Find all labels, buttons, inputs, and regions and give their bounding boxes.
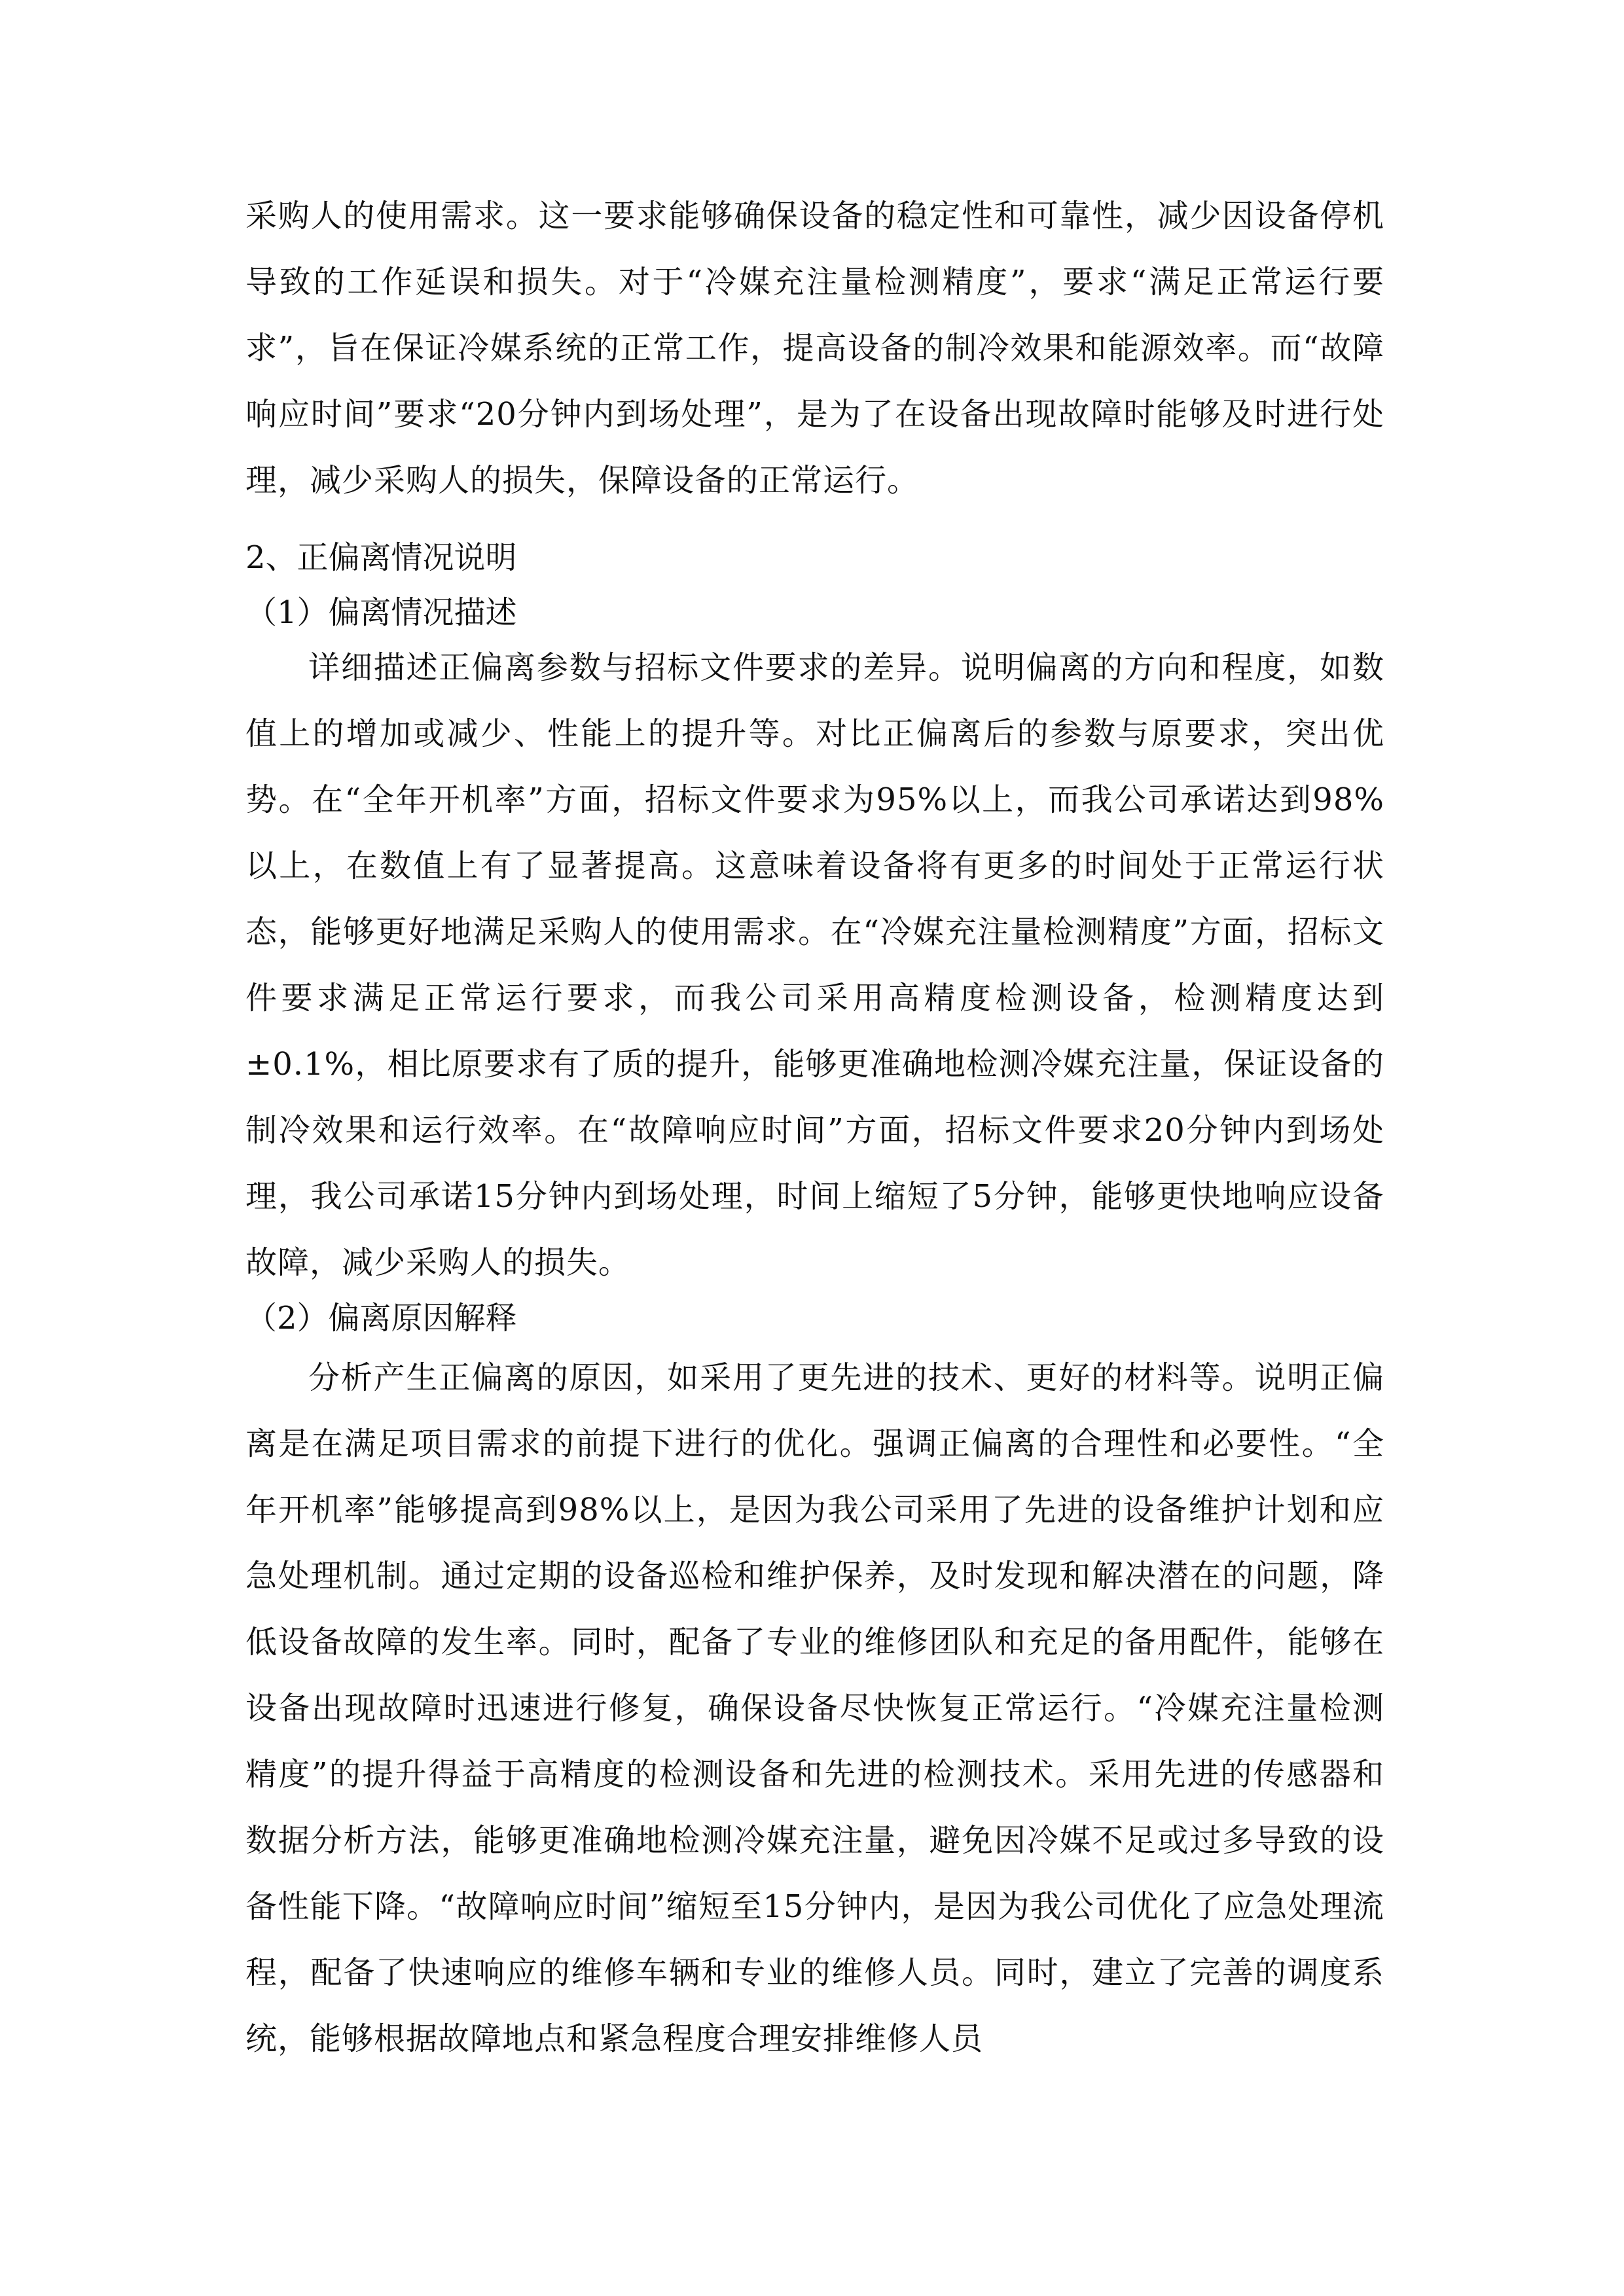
paragraph-text: 分析产生正偏离的原因，如采用了更先进的技术、更好的材料等。说明正偏离是在满足项目需求的前提下进行的优化。强调正偏离的合理性和必要性。“全年开机率”能够提高到98%以上，是因为我公司采用了先进的设备维护计划和应急处理机制。通过定期的设备巡检和维护保养，及时发现和解决潜在的问题，降低设备故障的发生率。同时，配备了专业的维修团队和充足的备用配件，能够在设备出现故障时迅速进行修复，确保设备尽快恢复正常运行。“冷媒充注量检测精度”的提升得益于高精度的检测设备和先进的检测技术。采用先进的传感器和数据分析方法，能够更准确地检测冷媒充注量，避免因冷媒不足或过多导致的设备性能下降。“故障响应时间”缩短至15分钟内，是因为我公司优化了应急处理流程，配备了快速响应的维修车辆和专业的维修人员。同时，建立了完善的调度系统，能够根据故障地点和紧急程度合理安排维修人员: [245, 1359, 1384, 2057]
paragraph-deviation-reason: [245, 1345, 1384, 2072]
subsection-heading-deviation-reason: [245, 1299, 1384, 1338]
section-heading: [245, 538, 1384, 577]
paragraph-continued: [245, 183, 1384, 514]
subsection-heading-deviation-description: [245, 593, 1384, 632]
paragraph-text: 详细描述正偏离参数与招标文件要求的差异。说明偏离的方向和程度，如数值上的增加或减少、性能上的提升等。对比正偏离后的参数与原要求，突出优势。在“全年开机率”方面，招标文件要求为95%以上，而我公司承诺达到98%以上，在数值上有了显著提高。这意味着设备将有更多的时间处于正常运行状态，能够更好地满足采购人的使用需求。在“冷媒充注量检测精度”方面，招标文件要求满足正常运行要求，而我公司采用高精度检测设备，检测精度达到±0.1%，相比原要求有了质的提升，能够更准确地检测冷媒充注量，保证设备的制冷效果和运行效率。在“故障响应时间”方面，招标文件要求20分钟内到场处理，我公司承诺15分钟内到场处理，时间上缩短了5分钟，能够更快地响应设备故障，减少采购人的损失。: [245, 649, 1384, 1281]
paragraph-continued-text: 采购人的使用需求。这一要求能够确保设备的稳定性和可靠性，减少因设备停机导致的工作延误和损失。对于“冷媒充注量检测精度”，要求“满足正常运行要求”，旨在保证冷媒系统的正常工作，提高设备的制冷效果和能源效率。而“故障响应时间”要求“20分钟内到场处理”，是为了在设备出现故障时能够及时进行处理，减少采购人的损失，保障设备的正常运行。: [245, 198, 1384, 499]
paragraph-deviation-description: [245, 635, 1384, 1296]
section-heading-text: 2、正偏离情况说明: [245, 539, 517, 576]
subsection-heading-text: （2）偏离原因解释: [245, 1300, 517, 1336]
subsection-heading-text: （1）偏离情况描述: [245, 594, 517, 631]
